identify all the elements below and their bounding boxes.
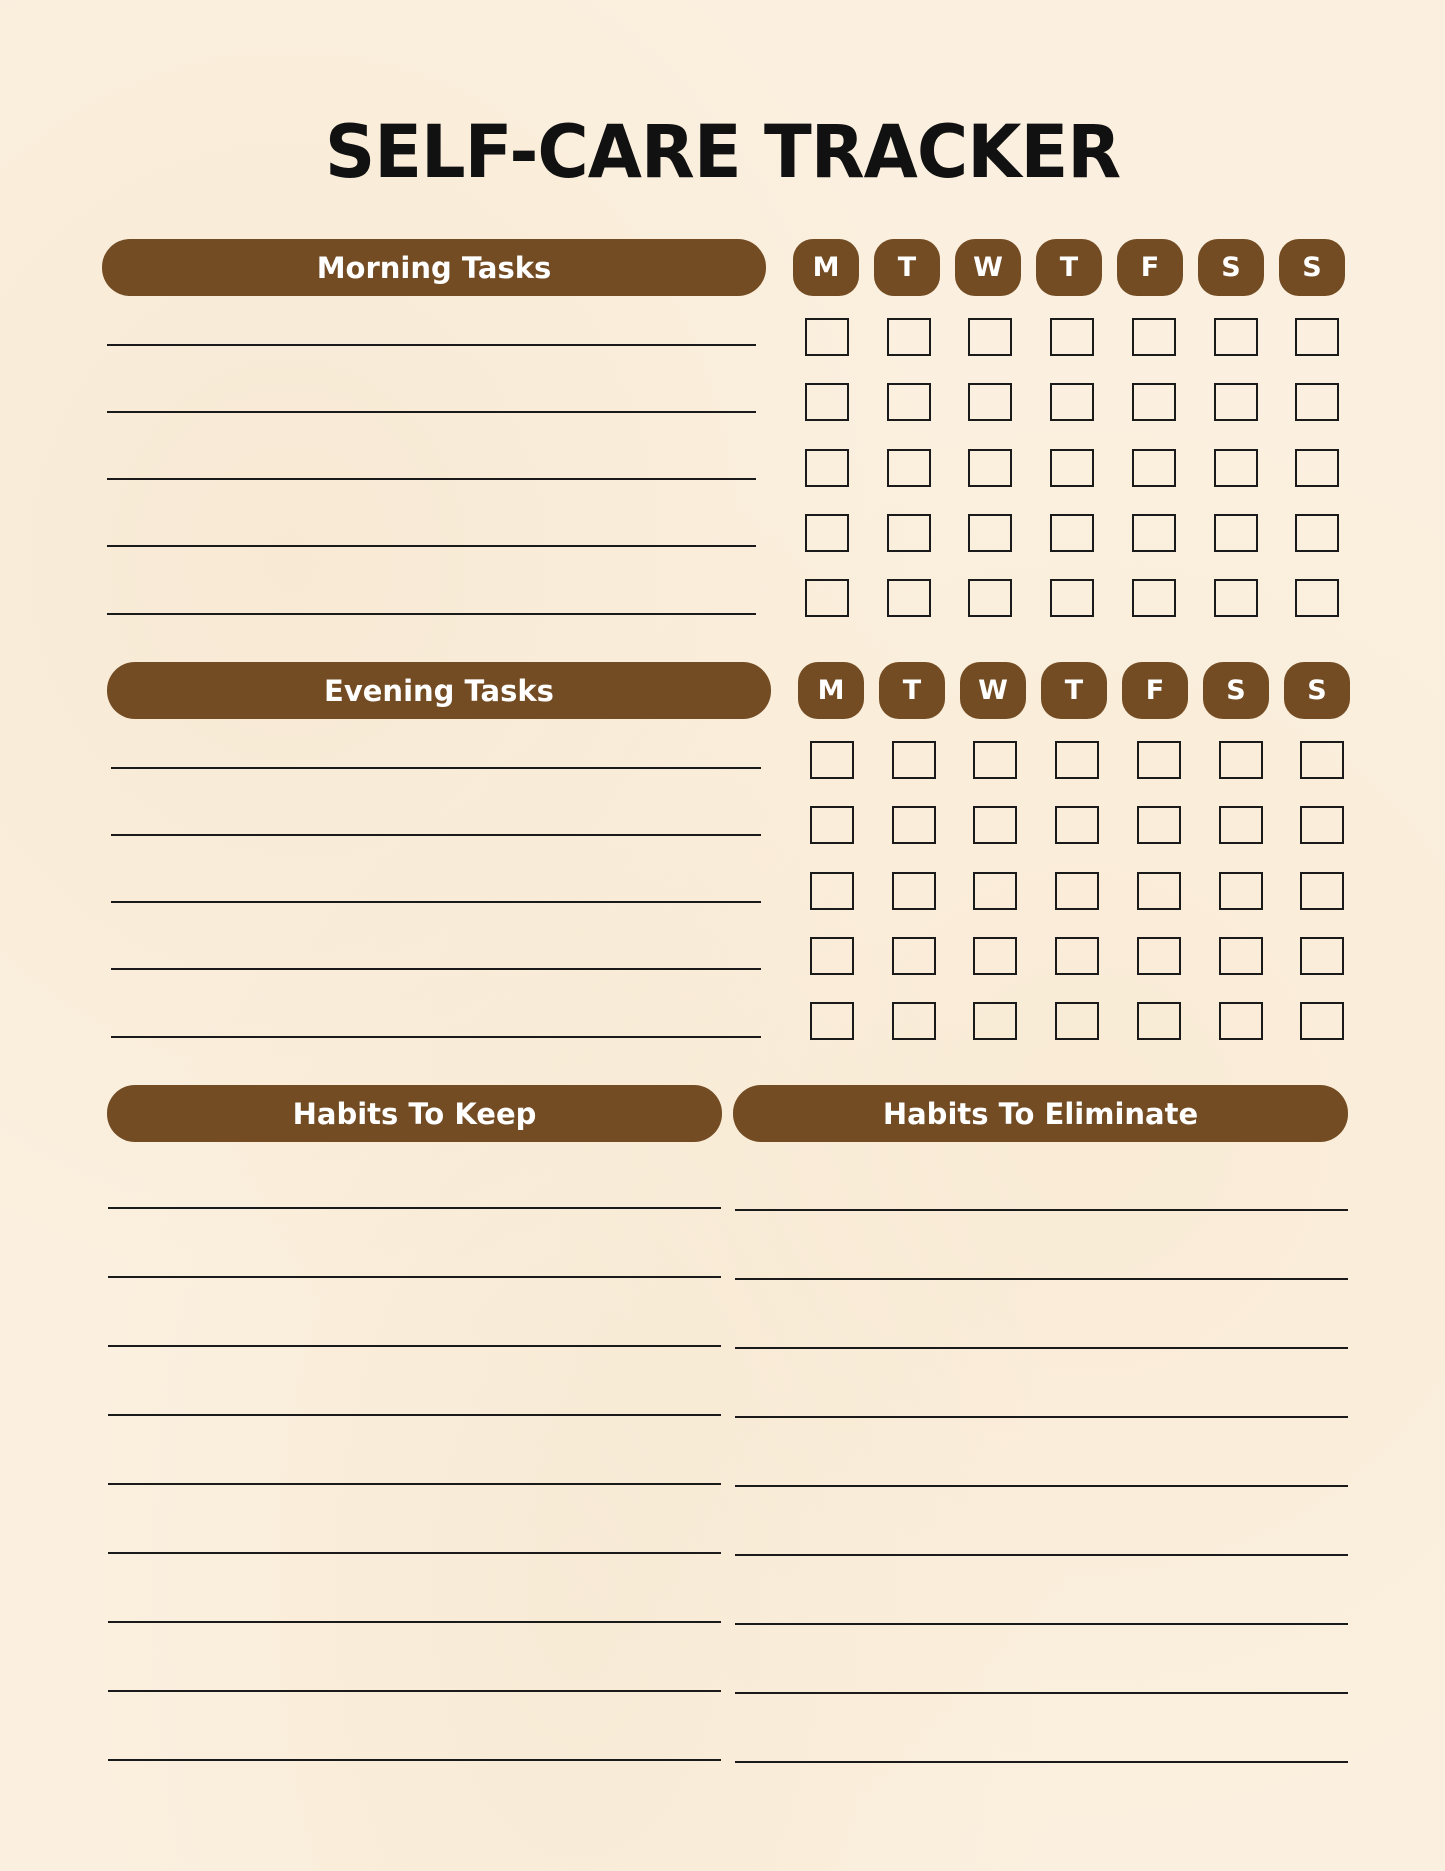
evening-checkbox[interactable] xyxy=(973,1002,1017,1040)
morning-checkbox[interactable] xyxy=(1214,383,1258,421)
evening-checkbox[interactable] xyxy=(1300,806,1344,844)
habits-to-keep-header: Habits To Keep xyxy=(107,1085,722,1142)
morning-checkbox[interactable] xyxy=(887,579,931,617)
morning-checkbox[interactable] xyxy=(887,383,931,421)
morning-tasks-header: Morning Tasks xyxy=(102,239,766,296)
habit-keep-line[interactable] xyxy=(108,1207,721,1209)
habit-keep-line[interactable] xyxy=(108,1345,721,1347)
evening-checkbox[interactable] xyxy=(810,872,854,910)
morning-checkbox[interactable] xyxy=(805,579,849,617)
morning-checkbox[interactable] xyxy=(805,318,849,356)
morning-day-sun: S xyxy=(1279,239,1345,296)
evening-day-mon: M xyxy=(798,662,864,719)
evening-day-wed: W xyxy=(960,662,1026,719)
evening-checkbox[interactable] xyxy=(1300,741,1344,779)
morning-day-thu: T xyxy=(1036,239,1102,296)
morning-checkbox[interactable] xyxy=(968,383,1012,421)
evening-checkbox[interactable] xyxy=(1137,872,1181,910)
morning-checkbox[interactable] xyxy=(1295,383,1339,421)
morning-checkbox[interactable] xyxy=(1132,318,1176,356)
morning-day-mon: M xyxy=(793,239,859,296)
evening-checkbox[interactable] xyxy=(1219,741,1263,779)
morning-day-fri: F xyxy=(1117,239,1183,296)
evening-checkbox[interactable] xyxy=(892,741,936,779)
morning-checkbox[interactable] xyxy=(1295,514,1339,552)
evening-checkbox[interactable] xyxy=(1055,741,1099,779)
evening-checkbox[interactable] xyxy=(810,806,854,844)
morning-checkbox[interactable] xyxy=(1214,514,1258,552)
morning-checkbox[interactable] xyxy=(887,514,931,552)
habit-keep-line[interactable] xyxy=(108,1690,721,1692)
morning-task-line[interactable] xyxy=(107,478,756,480)
evening-checkbox[interactable] xyxy=(1219,872,1263,910)
evening-checkbox[interactable] xyxy=(810,937,854,975)
morning-checkbox[interactable] xyxy=(968,514,1012,552)
habit-keep-line[interactable] xyxy=(108,1483,721,1485)
evening-day-sun: S xyxy=(1284,662,1350,719)
morning-task-line[interactable] xyxy=(107,545,756,547)
evening-tasks-header: Evening Tasks xyxy=(107,662,771,719)
evening-checkbox[interactable] xyxy=(1300,1002,1344,1040)
evening-task-line[interactable] xyxy=(111,1036,761,1038)
evening-day-tue: T xyxy=(879,662,945,719)
evening-checkbox[interactable] xyxy=(1300,937,1344,975)
morning-checkbox[interactable] xyxy=(1050,449,1094,487)
evening-checkbox[interactable] xyxy=(1055,872,1099,910)
morning-checkbox[interactable] xyxy=(887,449,931,487)
evening-checkbox[interactable] xyxy=(973,741,1017,779)
morning-checkbox[interactable] xyxy=(1295,579,1339,617)
habit-eliminate-line[interactable] xyxy=(735,1416,1348,1418)
evening-checkbox[interactable] xyxy=(1219,806,1263,844)
morning-checkbox[interactable] xyxy=(805,514,849,552)
evening-checkbox[interactable] xyxy=(1300,872,1344,910)
evening-checkbox[interactable] xyxy=(973,806,1017,844)
morning-checkbox[interactable] xyxy=(1214,318,1258,356)
habit-eliminate-line[interactable] xyxy=(735,1347,1348,1349)
evening-task-line[interactable] xyxy=(111,968,761,970)
evening-checkbox[interactable] xyxy=(892,806,936,844)
morning-task-line[interactable] xyxy=(107,344,756,346)
morning-checkbox[interactable] xyxy=(1132,383,1176,421)
morning-checkbox[interactable] xyxy=(1214,449,1258,487)
morning-checkbox[interactable] xyxy=(968,318,1012,356)
morning-checkbox[interactable] xyxy=(968,579,1012,617)
habit-eliminate-line[interactable] xyxy=(735,1485,1348,1487)
habit-eliminate-line[interactable] xyxy=(735,1209,1348,1211)
morning-checkbox[interactable] xyxy=(805,383,849,421)
habit-keep-line[interactable] xyxy=(108,1276,721,1278)
morning-task-line[interactable] xyxy=(107,411,756,413)
morning-checkbox[interactable] xyxy=(1214,579,1258,617)
morning-checkbox[interactable] xyxy=(1295,449,1339,487)
habit-keep-line[interactable] xyxy=(108,1552,721,1554)
morning-day-wed: W xyxy=(955,239,1021,296)
evening-checkbox[interactable] xyxy=(810,741,854,779)
page-title: SELF-CARE TRACKER xyxy=(324,108,1121,196)
morning-checkbox[interactable] xyxy=(1295,318,1339,356)
evening-checkbox[interactable] xyxy=(810,1002,854,1040)
evening-day-thu: T xyxy=(1041,662,1107,719)
morning-day-sat: S xyxy=(1198,239,1264,296)
evening-checkbox[interactable] xyxy=(892,1002,936,1040)
evening-checkbox[interactable] xyxy=(1137,741,1181,779)
habits-to-eliminate-header: Habits To Eliminate xyxy=(733,1085,1348,1142)
evening-checkbox[interactable] xyxy=(1055,806,1099,844)
evening-checkbox[interactable] xyxy=(1137,937,1181,975)
morning-day-tue: T xyxy=(874,239,940,296)
habit-keep-line[interactable] xyxy=(108,1621,721,1623)
morning-checkbox[interactable] xyxy=(1132,514,1176,552)
evening-checkbox[interactable] xyxy=(892,937,936,975)
evening-checkbox[interactable] xyxy=(973,937,1017,975)
evening-day-fri: F xyxy=(1122,662,1188,719)
evening-day-sat: S xyxy=(1203,662,1269,719)
evening-checkbox[interactable] xyxy=(1055,1002,1099,1040)
evening-task-line[interactable] xyxy=(111,834,761,836)
habit-eliminate-line[interactable] xyxy=(735,1278,1348,1280)
evening-checkbox[interactable] xyxy=(1055,937,1099,975)
morning-checkbox[interactable] xyxy=(805,449,849,487)
morning-checkbox[interactable] xyxy=(1132,449,1176,487)
evening-task-line[interactable] xyxy=(111,901,761,903)
morning-checkbox[interactable] xyxy=(1050,383,1094,421)
evening-task-line[interactable] xyxy=(111,767,761,769)
evening-checkbox[interactable] xyxy=(1137,1002,1181,1040)
morning-checkbox[interactable] xyxy=(1132,579,1176,617)
evening-checkbox[interactable] xyxy=(973,872,1017,910)
morning-checkbox[interactable] xyxy=(1050,318,1094,356)
morning-checkbox[interactable] xyxy=(1050,579,1094,617)
habit-eliminate-line[interactable] xyxy=(735,1692,1348,1694)
evening-checkbox[interactable] xyxy=(1219,1002,1263,1040)
morning-checkbox[interactable] xyxy=(968,449,1012,487)
morning-checkbox[interactable] xyxy=(887,318,931,356)
morning-checkbox[interactable] xyxy=(1050,514,1094,552)
evening-checkbox[interactable] xyxy=(892,872,936,910)
morning-task-line[interactable] xyxy=(107,613,756,615)
evening-checkbox[interactable] xyxy=(1219,937,1263,975)
habit-eliminate-line[interactable] xyxy=(735,1761,1348,1763)
habit-keep-line[interactable] xyxy=(108,1759,721,1761)
evening-checkbox[interactable] xyxy=(1137,806,1181,844)
habit-keep-line[interactable] xyxy=(108,1414,721,1416)
habit-eliminate-line[interactable] xyxy=(735,1623,1348,1625)
habit-eliminate-line[interactable] xyxy=(735,1554,1348,1556)
